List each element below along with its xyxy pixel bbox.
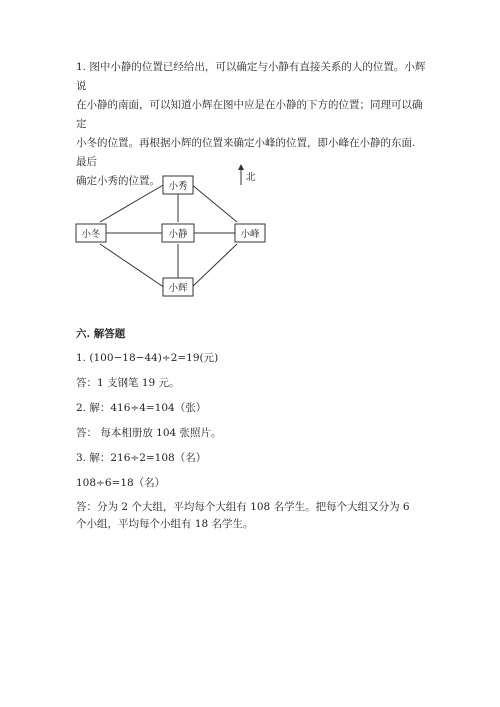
edge-top-right	[191, 184, 237, 222]
node-center-label: 小静	[168, 229, 188, 240]
node-bottom	[163, 278, 193, 296]
node-left	[76, 224, 106, 242]
explanation-line: 1. 图中小静的位置已经给出，可以确定与小静有直接关系的人的位置。小辉说	[76, 61, 426, 92]
node-right	[235, 224, 265, 242]
node-center	[162, 224, 194, 242]
edge-left-bottom	[100, 244, 165, 288]
answer-1-equation: 1. (100−18−44)÷2=19(元)	[76, 352, 219, 364]
edge-top-left	[100, 184, 165, 222]
node-top	[163, 176, 193, 194]
node-bottom-label: 小辉	[168, 283, 188, 294]
answer-3-conclusion: 答：分为 2 个大组，平均每个大组有 108 名学生。把每个大组又分为 6 个小组，平均每个小组有 18 名学生。	[76, 501, 410, 530]
answer-3-equation: 3. 解：216÷2=108（名）	[76, 452, 207, 464]
explanation-line: 确定小秀的位置。	[76, 175, 160, 187]
north-indicator	[238, 164, 256, 185]
position-diagram	[70, 160, 300, 305]
answer-2-conclusion: 答： 每本相册放 104 张照片。	[76, 427, 222, 439]
explanation-line: 在小静的南面，可以知道小辉在图中应是在小静的下方的位置；同理可以确定	[76, 99, 423, 130]
answer-3-equation-2: 108÷6=18（名）	[76, 477, 166, 489]
node-left-label: 小冬	[81, 229, 101, 240]
answer-2-equation: 2. 解：416÷4=104（张）	[76, 402, 207, 414]
node-right-label: 小峰	[240, 229, 260, 240]
north-arrowhead-icon	[238, 164, 244, 170]
explanation-line: 小冬的位置。再根据小辉的位置来确定小峰的位置，即小峰在小静的东面. 最后	[76, 137, 416, 168]
edge-right-bottom	[191, 244, 237, 288]
answer-1-conclusion: 答：1 支钢笔 19 元。	[76, 377, 180, 389]
node-top-label: 小秀	[168, 181, 188, 192]
section-title: 六. 解答题	[76, 328, 126, 340]
north-label: 北	[246, 172, 256, 183]
